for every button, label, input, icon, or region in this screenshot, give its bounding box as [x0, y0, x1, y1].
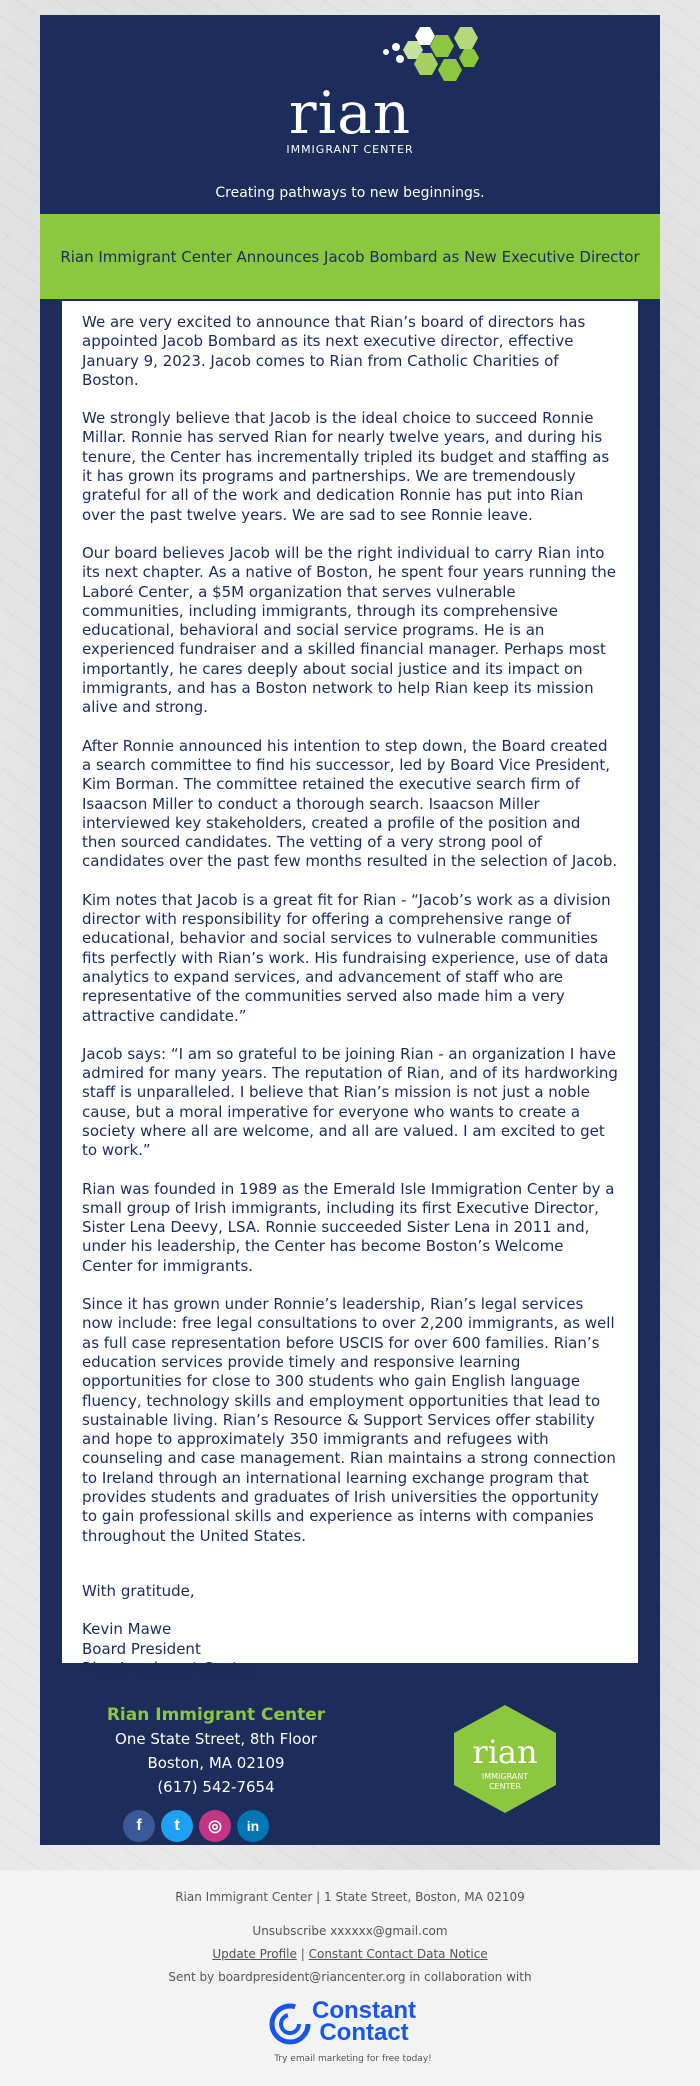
footer-org-name: Rian Immigrant Center	[106, 1705, 326, 1725]
paragraph: Kim notes that Jacob is a great fit for Rian - “Jacob’s work as a division director with responsibility for offering a comprehensive range of educational, behavior and social services to vulnerable communities fits perfectly with Rian’s work. His fundraising experience, use of data analytics to expand services, and advancement of staff who are representative of the communities served also made him a very attractive candidate.”	[82, 890, 611, 1025]
unsubscribe-link[interactable]	[0, 1924, 700, 1938]
hexagon-cluster-icon	[340, 23, 520, 83]
cc-word1: Constant	[312, 1997, 416, 2024]
email-container	[40, 15, 660, 1845]
footer-street: One State Street, 8th Floor	[115, 1730, 317, 1748]
sent-by: Sent by boardpresident@riancenter.org in collaboration with	[168, 1970, 532, 1984]
header	[40, 15, 660, 213]
profile-links	[0, 1947, 700, 1961]
signoff: With gratitude,	[82, 1581, 195, 1600]
linkedin-icon[interactable]: in	[237, 1810, 269, 1842]
data-notice-link[interactable]: Constant Contact Data Notice	[308, 1947, 488, 1961]
signature-org: Rian Immigrant Center	[82, 1658, 254, 1677]
constant-contact-icon	[268, 2002, 312, 2046]
constant-contact-footer	[0, 1870, 700, 2086]
article-body	[62, 301, 638, 1677]
sender-address: Rian Immigrant Center | 1 State Street, Boston, MA 02109	[175, 1890, 525, 1904]
signature-title: Board President	[82, 1639, 201, 1658]
signature-name: Kevin Mawe	[82, 1620, 172, 1639]
footer-hex-logo[interactable]	[450, 1703, 560, 1815]
social-links	[123, 1810, 269, 1842]
footer	[40, 1663, 660, 1845]
footer-city: Boston, MA 02109	[147, 1754, 285, 1772]
footer-address	[96, 1703, 336, 1799]
footer-logo-sub1: IMMIGRANT	[481, 1772, 529, 1781]
paragraph: Jacob says: “I am so grateful to be joining Rian - an organization I have admired for many years. The reputation of Rian, and of its hardworking staff is unparalleled. I believe that Rian’s mission is not just a noble cause, but a moral imperative for everyone who wants to create a society where all are welcome, and all are valued. I am excited to get to work.”	[82, 1044, 618, 1160]
rian-logo[interactable]	[40, 15, 660, 175]
link-separator: |	[300, 1947, 305, 1961]
logo-subtitle: IMMIGRANT CENTER	[286, 143, 414, 156]
cc-word2: Contact	[319, 2019, 409, 2046]
footer-logo-word: rian	[472, 1733, 538, 1771]
footer-logo-sub2: CENTER	[488, 1782, 522, 1791]
twitter-icon[interactable]: t	[161, 1810, 193, 1842]
logo-wordmark: rian	[288, 79, 412, 147]
facebook-icon[interactable]: f	[123, 1810, 155, 1842]
unsubscribe-text[interactable]: Unsubscribe xxxxxx@gmail.com	[252, 1924, 448, 1938]
instagram-icon[interactable]: ◎	[199, 1810, 231, 1842]
cc-tagline[interactable]: Try email marketing for free today!	[274, 2054, 432, 2064]
paragraph: Rian was founded in 1989 as the Emerald Isle Immigration Center by a small group of Irish immigrants, including its first Executive Director, Sister Lena Deevy, LSA. Ronnie succeeded Sister Lena in 2011 and, under his leadership, the Center has become Boston’s Welcome Center for immigrants.	[82, 1179, 615, 1275]
constant-contact-logo[interactable]	[268, 1998, 438, 2068]
paragraph: Since it has grown under Ronnie’s leadership, Rian’s legal services now include: free legal consultations to over 2,200 immigrants, as well as full case representation before USCIS for over 600 families. Rian’s education services provide timely and responsive learning opportunities for close to 300 students who gain English language fluency, technology skills and employment opportunities that lead to sustainable living. Rian’s Resource & Support Services offer stability and hope to approximately 350 immigrants and refugees with counseling and case management. Rian maintains a strong connection to Ireland through an international learning exchange program that provides students and graduates of Irish universities the opportunity to gain professional skills and experience as interns with companies throughout the United States.	[82, 1295, 616, 1545]
headline-banner	[40, 214, 660, 299]
update-profile-link[interactable]: Update Profile	[212, 1947, 297, 1961]
footer-phone[interactable]: (617) 542-7654	[157, 1778, 275, 1796]
paragraph: After Ronnie announced his intention to step down, the Board created a search committee to find his successor, led by Board Vice President, Kim Borman. The committee retained the executive search firm of Isaacson Miller to conduct a thorough search. Isaacson Miller interviewed key stakeholders, created a profile of the position and then sourced candidates. The vetting of a very strong pool of candidates over the past few months resulted in the selection of Jacob.	[82, 736, 618, 871]
tagline: Creating pathways to new beginnings.	[215, 185, 485, 201]
headline-text: Rian Immigrant Center Announces Jacob Bombard as New Executive Director	[60, 247, 640, 266]
paragraph: We strongly believe that Jacob is the ideal choice to succeed Ronnie Millar. Ronnie has served Rian for nearly twelve years, and during his tenure, the Center has incrementally tripled its budget and staffing as it has grown its programs and partnerships. We are tremendously grateful for all of the work and dedication Ronnie has put into Rian over the past twelve years. We are sad to see Ronnie leave.	[82, 409, 610, 524]
paragraph: Our board believes Jacob will be the right individual to carry Rian into its next chapter. As a native of Boston, he spent four years running the Laboré Center, a $5M organization that serves vulnerable communities, including immigrants, through its comprehensive educational, behavioral and social service programs. He is an experienced fundraiser and a skilled financial manager. Perhaps most importantly, he cares deeply about social justice and its impact on immigrants, and has a Boston network to help Rian keep its mission alive and strong.	[82, 543, 617, 717]
paragraph: We are very excited to announce that Rian’s board of directors has appointed Jacob Bombard as its next executive director, effective January 9, 2023. Jacob comes to Rian from Catholic Charities of Boston.	[82, 313, 586, 389]
constant-contact-wordmark	[312, 1997, 416, 2046]
